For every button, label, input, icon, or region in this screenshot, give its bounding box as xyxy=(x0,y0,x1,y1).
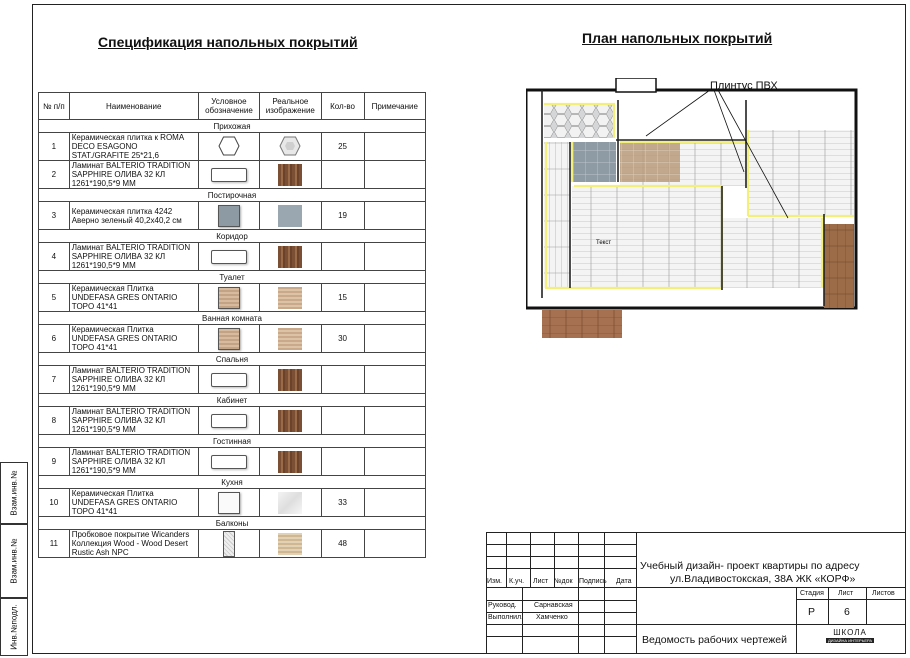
row-symbol xyxy=(198,161,259,189)
row-name: Керамическая Плитка UNDEFASA GRES ONTARIO TOPO 41*41 xyxy=(69,284,198,312)
col-header: № п/п xyxy=(39,93,70,120)
plan-room-balcony-right xyxy=(824,224,854,308)
row-note xyxy=(364,284,425,312)
row-image xyxy=(260,366,321,394)
sheets-label: Листов xyxy=(872,590,895,597)
section-title: Кабинет xyxy=(39,394,426,407)
white-tile-symbol xyxy=(218,492,240,514)
row-symbol xyxy=(198,448,259,476)
table-row xyxy=(39,489,426,517)
row-qty: 25 xyxy=(321,133,364,161)
beige-tile-symbol xyxy=(218,328,240,350)
table-row xyxy=(39,161,426,189)
section-row xyxy=(39,476,426,489)
table-row xyxy=(39,202,426,230)
cork-symbol xyxy=(223,531,235,557)
plintus-label: Плинтус ПВХ xyxy=(710,80,778,92)
marble-image xyxy=(278,492,302,514)
table-row xyxy=(39,243,426,271)
section-row xyxy=(39,189,426,202)
row-image xyxy=(260,407,321,435)
section-row xyxy=(39,271,426,284)
beige-tile-image xyxy=(278,328,302,350)
plan-room-hall xyxy=(544,104,614,138)
row-name: Ламинат BALTERIO TRADITION SAPPHIRE ОЛИВА 32 КЛ 1261*190,5*9 ММ xyxy=(69,448,198,476)
school-sub: ДИЗАЙНА ИНТЕРЬЕРА xyxy=(827,638,873,643)
side-cell xyxy=(0,462,28,524)
row-symbol xyxy=(198,133,259,161)
row-note xyxy=(364,448,425,476)
side-label: Взам.инв.№ xyxy=(9,470,19,516)
row-number: 7 xyxy=(39,366,70,394)
row-note xyxy=(364,366,425,394)
table-row xyxy=(39,407,426,435)
row-number: 1 xyxy=(39,133,70,161)
row-name: Керамическая Плитка UNDEFASA GRES ONTARIO TOPO 41*41 xyxy=(69,489,198,517)
table-row xyxy=(39,284,426,312)
col-header: Примечание xyxy=(364,93,425,120)
plan-title: План напольных покрытий xyxy=(582,30,773,46)
row-note xyxy=(364,133,425,161)
side-strip xyxy=(0,462,30,656)
laminate-symbol xyxy=(211,455,247,469)
table-row xyxy=(39,366,426,394)
hex-tile-symbol xyxy=(218,136,240,158)
section-title: Кухня xyxy=(39,476,426,489)
side-label: Взам.инв.№ xyxy=(9,538,19,584)
beige-tile-image xyxy=(278,287,302,309)
row-name: Пробковое покрытие Wicanders Коллекция Wood - Wood Desert Rustic Ash NPC xyxy=(69,530,198,558)
wood-image xyxy=(278,164,302,186)
section-title: Туалет xyxy=(39,271,426,284)
section-title: Прихожая xyxy=(39,120,426,133)
wood-image xyxy=(278,246,302,268)
spec-title: Спецификация напольных покрытий xyxy=(98,34,358,50)
doc-title: Ведомость рабочих чертежей xyxy=(642,634,787,646)
stage-value: Р xyxy=(808,606,816,618)
school-name: ШКОЛА xyxy=(833,628,867,637)
row-note xyxy=(364,489,425,517)
col-header: Реальное изображение xyxy=(260,93,321,120)
stamp-col-header: №док xyxy=(554,578,573,585)
title-block xyxy=(486,532,906,654)
section-row xyxy=(39,517,426,530)
wood-image xyxy=(278,410,302,432)
project-line2: ул.Владивостокская, 38А ЖК «КОРФ» xyxy=(670,573,856,585)
row-symbol xyxy=(198,202,259,230)
role-name: Сарнавская xyxy=(534,602,573,609)
row-name: Ламинат BALTERIO TRADITION SAPPHIRE ОЛИВА 32 КЛ 1261*190,5*9 ММ xyxy=(69,366,198,394)
row-image xyxy=(260,202,321,230)
section-row xyxy=(39,312,426,325)
plan-room-bottom xyxy=(572,186,722,288)
section-row xyxy=(39,353,426,366)
row-name: Ламинат BALTERIO TRADITION SAPPHIRE ОЛИВА 32 КЛ 1261*190,5*9 ММ xyxy=(69,161,198,189)
side-label: Инв.№подл. xyxy=(9,604,19,650)
plan-bump xyxy=(616,78,656,92)
spec-header-row xyxy=(39,93,426,120)
row-image xyxy=(260,133,321,161)
section-title: Коридор xyxy=(39,230,426,243)
section-row xyxy=(39,230,426,243)
row-number: 6 xyxy=(39,325,70,353)
table-row xyxy=(39,133,426,161)
section-title: Спальня xyxy=(39,353,426,366)
section-title: Балконы xyxy=(39,517,426,530)
stage-label: Стадия xyxy=(800,590,824,597)
spec-body xyxy=(39,120,426,558)
row-symbol xyxy=(198,366,259,394)
stamp-col-header: К.уч. xyxy=(509,578,525,585)
plan-room-corridor xyxy=(544,142,570,288)
plan-room-living xyxy=(722,218,822,288)
row-note xyxy=(364,161,425,189)
row-number: 3 xyxy=(39,202,70,230)
plan-room-balcony-left xyxy=(542,310,622,338)
school-logo xyxy=(822,628,878,652)
section-title: Ванная комната xyxy=(39,312,426,325)
row-number: 4 xyxy=(39,243,70,271)
row-qty: 48 xyxy=(321,530,364,558)
wood-image xyxy=(278,369,302,391)
row-image xyxy=(260,161,321,189)
row-qty: 15 xyxy=(321,284,364,312)
row-qty xyxy=(321,161,364,189)
row-note xyxy=(364,202,425,230)
table-row xyxy=(39,530,426,558)
floor-plan xyxy=(526,78,866,348)
wood-image xyxy=(278,451,302,473)
row-note xyxy=(364,243,425,271)
plan-room-bath-tile xyxy=(620,142,680,182)
row-symbol xyxy=(198,243,259,271)
stamp-col-header: Дата xyxy=(616,578,632,585)
sheet-value: 6 xyxy=(844,606,850,618)
section-row xyxy=(39,435,426,448)
row-number: 10 xyxy=(39,489,70,517)
row-qty: 30 xyxy=(321,325,364,353)
row-name: Ламинат BALTERIO TRADITION SAPPHIRE ОЛИВА 32 КЛ 1261*190,5*9 ММ xyxy=(69,407,198,435)
laminate-symbol xyxy=(211,373,247,387)
row-number: 2 xyxy=(39,161,70,189)
table-row xyxy=(39,448,426,476)
stamp-col-header: Лист xyxy=(533,578,549,585)
plan-room-right xyxy=(748,130,854,216)
row-number: 11 xyxy=(39,530,70,558)
row-qty xyxy=(321,243,364,271)
plan-room-laundry xyxy=(572,142,616,182)
role-label: Руковод. xyxy=(488,602,517,609)
row-image xyxy=(260,325,321,353)
stamp-col-header: Подпись xyxy=(579,578,607,585)
role-label: Выполнил. xyxy=(488,614,524,621)
row-name: Ламинат BALTERIO TRADITION SAPPHIRE ОЛИВА 32 КЛ 1261*190,5*9 ММ xyxy=(69,243,198,271)
row-note xyxy=(364,530,425,558)
hex-tile-image xyxy=(279,136,301,158)
row-number: 8 xyxy=(39,407,70,435)
side-cell xyxy=(0,598,28,656)
project-line1: Учебный дизайн- проект квартиры по адресу xyxy=(640,560,860,572)
col-header: Наименование xyxy=(69,93,198,120)
laminate-symbol xyxy=(211,168,247,182)
laminate-symbol xyxy=(211,250,247,264)
row-symbol xyxy=(198,530,259,558)
section-title: Гостинная xyxy=(39,435,426,448)
row-name: Керамическая плитка к ROMA DECO ESAGONO STAT./GRAFITE 25*21,6 xyxy=(69,133,198,161)
gray-tile-symbol xyxy=(218,205,240,227)
row-image xyxy=(260,530,321,558)
col-header: Условное обозначение xyxy=(198,93,259,120)
side-cell xyxy=(0,524,28,598)
beige-tile-symbol xyxy=(218,287,240,309)
spec-table xyxy=(38,92,426,558)
table-row xyxy=(39,325,426,353)
stamp-col-header: Изм. xyxy=(487,578,502,585)
row-image xyxy=(260,243,321,271)
row-qty xyxy=(321,366,364,394)
role-name: Хамченко xyxy=(536,614,568,621)
row-symbol xyxy=(198,325,259,353)
row-qty: 33 xyxy=(321,489,364,517)
row-qty: 19 xyxy=(321,202,364,230)
row-number: 5 xyxy=(39,284,70,312)
row-qty xyxy=(321,448,364,476)
row-name: Керамическая Плитка UNDEFASA GRES ONTARIO TOPO 41*41 xyxy=(69,325,198,353)
row-note xyxy=(364,407,425,435)
row-image xyxy=(260,448,321,476)
row-image xyxy=(260,284,321,312)
section-row xyxy=(39,394,426,407)
col-header: Кол-во xyxy=(321,93,364,120)
section-row xyxy=(39,120,426,133)
row-qty xyxy=(321,407,364,435)
row-number: 9 xyxy=(39,448,70,476)
row-symbol xyxy=(198,489,259,517)
gray-tile-image xyxy=(278,205,302,227)
row-name: Керамическая плитка 4242 Аверно зеленый 40,2х40,2 см xyxy=(69,202,198,230)
row-note xyxy=(364,325,425,353)
ash-wood-image xyxy=(278,533,302,555)
plan-text-label: Текст xyxy=(596,240,612,246)
sheet-label: Лист xyxy=(838,590,854,597)
row-symbol xyxy=(198,284,259,312)
laminate-symbol xyxy=(211,414,247,428)
row-symbol xyxy=(198,407,259,435)
section-title: Постирочная xyxy=(39,189,426,202)
row-image xyxy=(260,489,321,517)
